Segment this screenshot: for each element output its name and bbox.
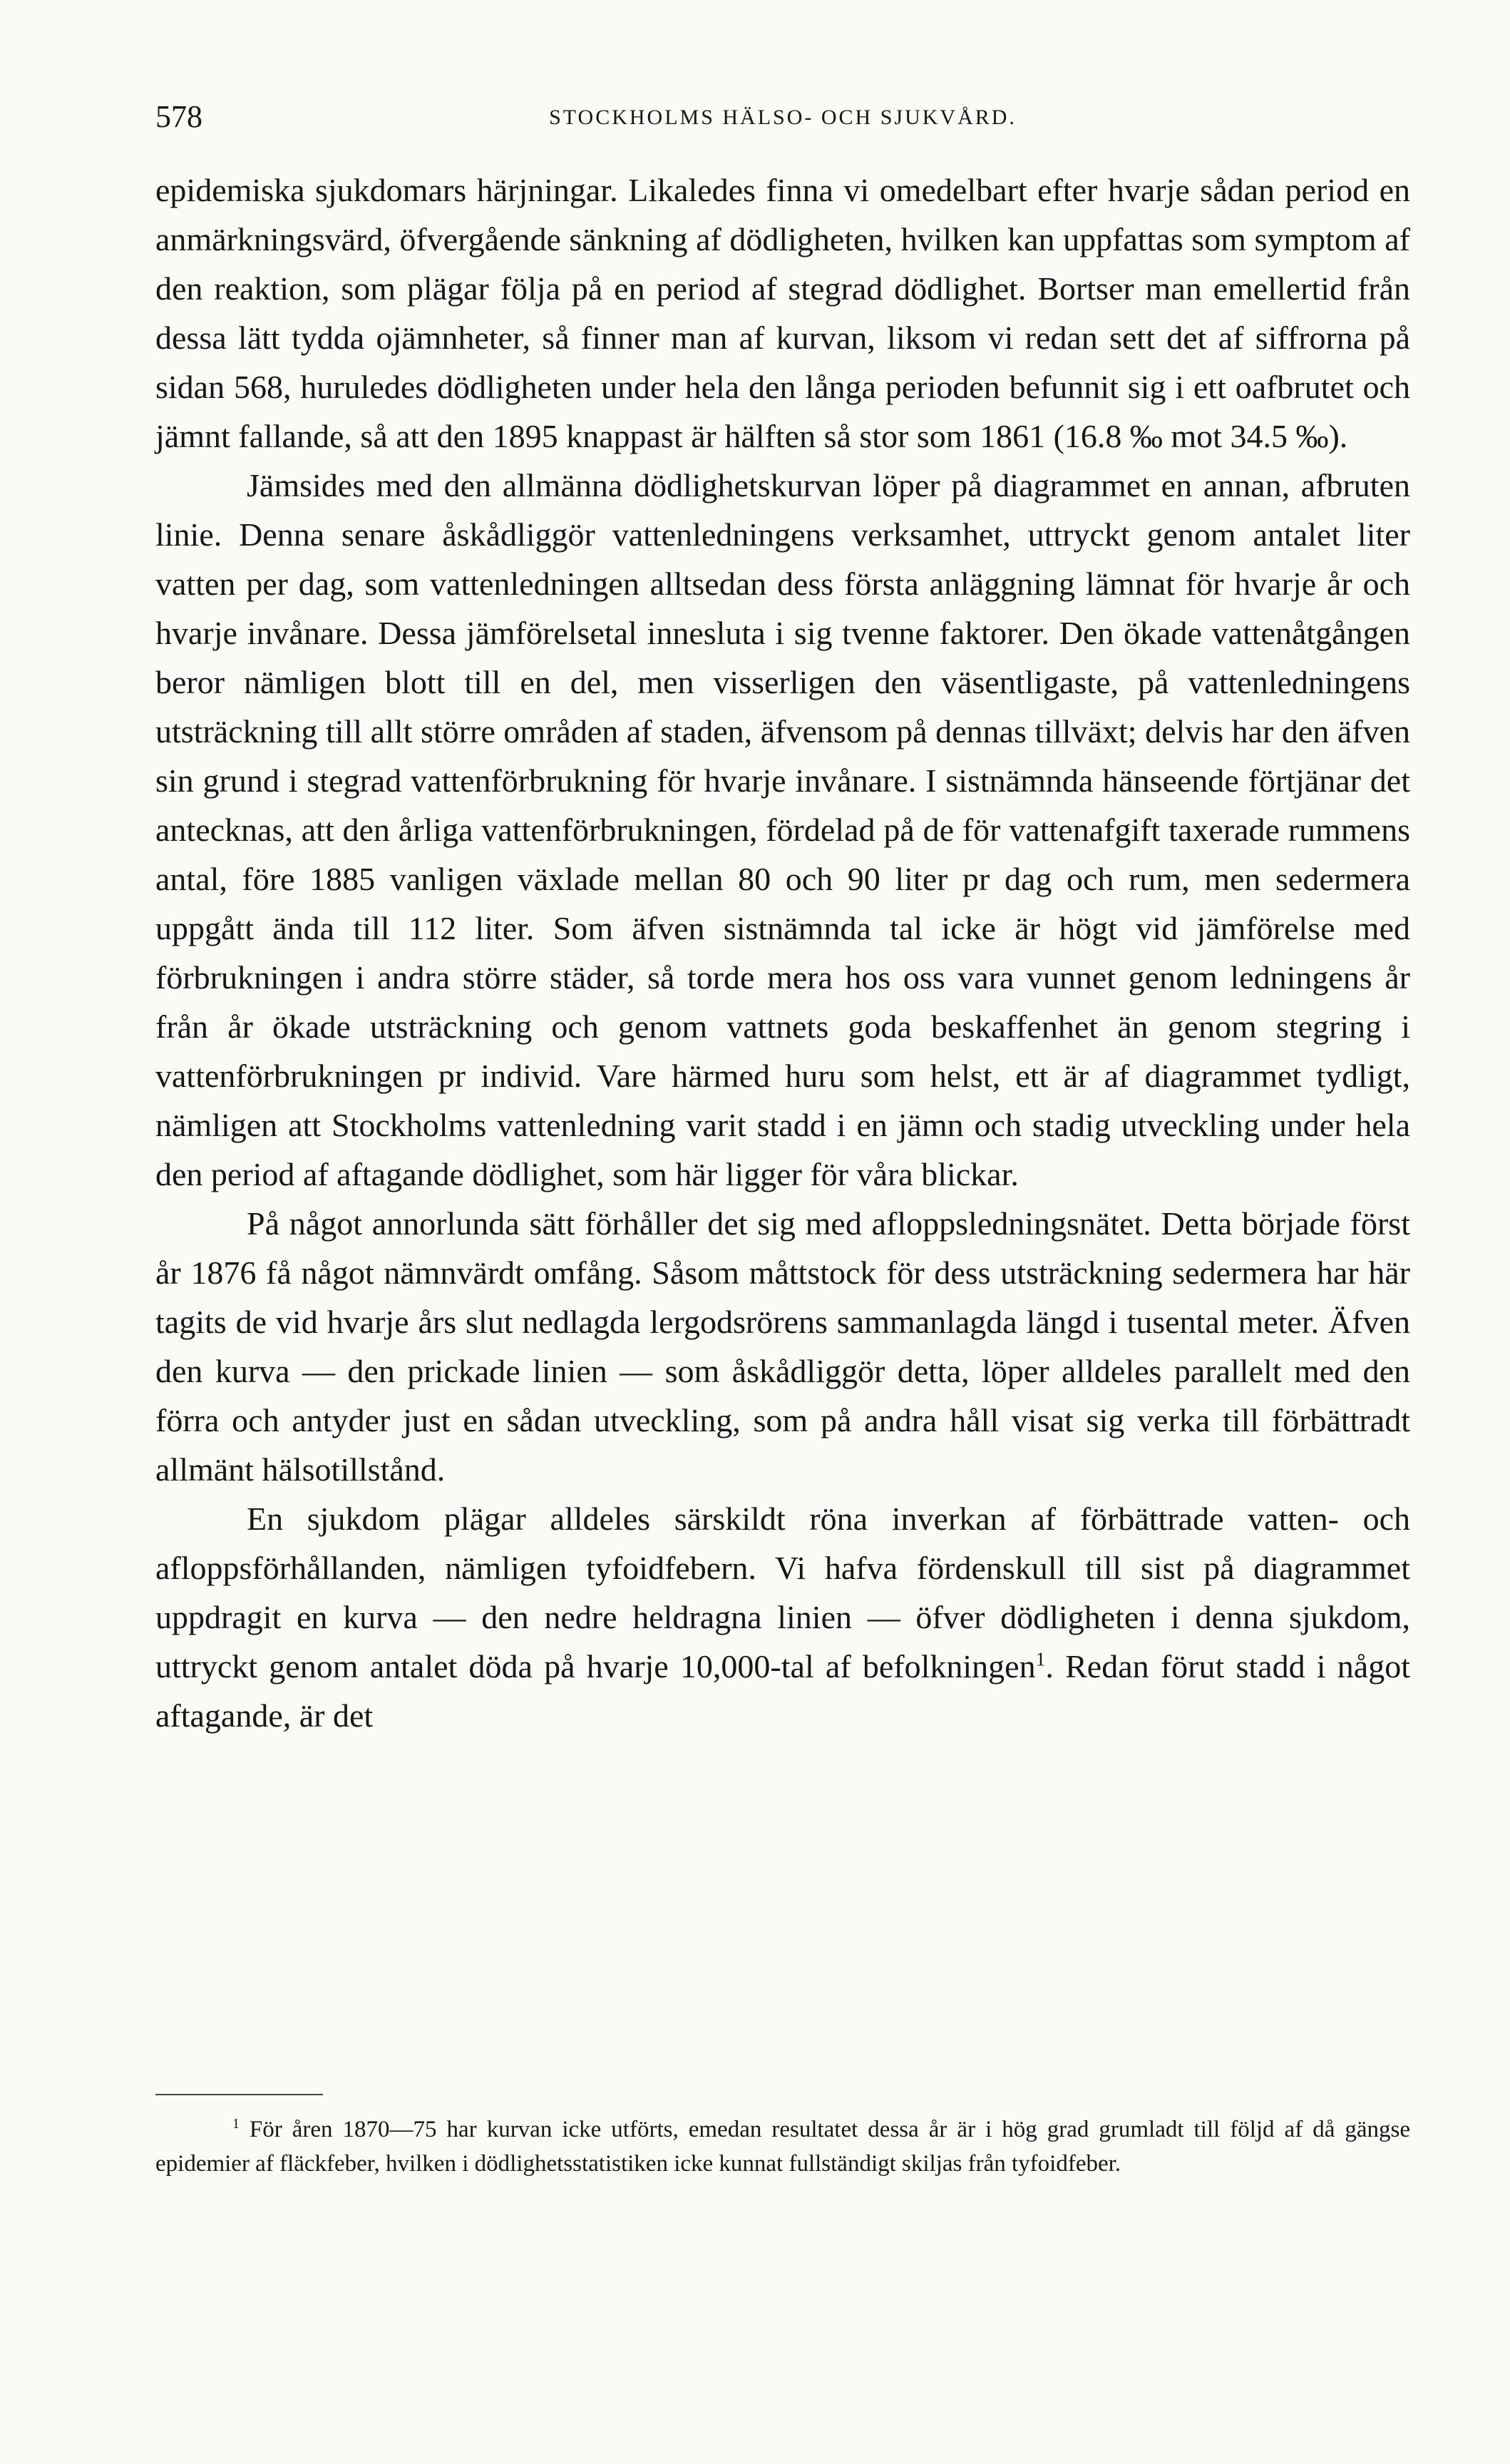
paragraph-4: En sjukdom plägar alldeles särskildt röna inverkan af förbättrade vatten- och afloppsförhållanden, nämligen tyfoidfebern. Vi hafva fördenskull till sist på diagrammet uppdragit en kurva — den nedre heldragna linien — öfver dödligheten i denna sjukdom, uttryckt genom antalet döda på hvarje 10,000-tal af befolkningen$^1$. Redan förut stadd i något aftagande, är det [155,1501,1410,1734]
paragraph-1: epidemiska sjukdomars härjningar. Likaledes finna vi omedelbart efter hvarje sådan period en anmärkningsvärd, öfvergående sänkning af dödligheten, hvilken kan uppfattas som symptom af den reaktion, som plägar följa på en period af stegrad dödlighet. Bortser man emellertid från dessa lätt tydda ojämnheter, så finner man af kurvan, liksom vi redan sett det af siffrorna på sidan 568, huruledes dödligheten under hela den långa perioden befunnit sig i ett oafbrutet och jämnt fallande, så att den 1895 knappast är hälften så stor som 1861 (16.8 ‰ mot 34.5 ‰). [155,172,1410,454]
footnote-text: För åren 1870—75 har kurvan icke utförts, emedan resultatet dessa år är i hög grad grumladt till följd af då gängse epidemier af fläckfeber, hvilken i dödlighetsstatistiken icke kunnat fullständigt skiljas från tyfoidfeber. [155,2117,1410,2177]
paragraph-3: På något annorlunda sätt förhåller det sig med afloppsledningsnätet. Detta började först år 1876 få något nämnvärdt omfång. Såsom måttstock för dess utsträckning sedermera har här tagits de vid hvarje års slut nedlagda lergodsrörens sammanlagda längd i tusental meter. Äfven den kurva — den prickade linien — som åskådliggör detta, löper alldeles parallelt med den förra och antyder just en sådan utveckling, som på andra håll visat sig verka till förbättradt allmänt hälsotillstånd. [155,1205,1410,1488]
footnote-marker: 1 [232,2116,240,2132]
page-number: 578 [155,99,202,134]
page-header [155,98,1410,141]
body-text [155,165,1410,1740]
footnote-divider [155,2094,323,2095]
footnote [155,2112,1410,2181]
paragraph-4-text: En sjukdom plägar alldeles särskildt röna inverkan af förbättrade vatten- och afloppsförhållanden, nämligen tyfoidfebern. Vi hafva fördenskull till sist på diagrammet uppdragit en kurva — den nedre heldragna linien — öfver dödligheten i denna sjukdom, uttryckt genom antalet döda på hvarje 10,000-tal af befolkningen [155,1501,1410,1685]
paragraph-4-continuation: Redan förut stadd i något aftagande, är det [155,1648,1410,1734]
footnote-reference: 1 [1035,1647,1046,1670]
running-title: STOCKHOLMS HÄLSO- OCH SJUKVÅRD. [549,106,1017,129]
paragraph-2: Jämsides med den allmänna dödlighetskurvan löper på diagrammet en annan, afbruten linie. Denna senare åskådliggör vattenledningens verksamhet, uttryckt genom antalet liter vatten per dag, som vattenledningen alltsedan dess första anläggning lämnat för hvarje år och hvarje invånare. Dessa jämförelsetal innesluta i sig tvenne faktorer. Den ökade vattenåtgången beror nämligen blott till en del, men visserligen den väsentligaste, på vattenledningens utsträckning till allt större områden af staden, äfvensom på dennas tillväxt; delvis har den äfven sin grund i stegrad vattenförbrukning för hvarje invånare. I sistnämnda hänseende förtjänar det antecknas, att den årliga vattenförbrukningen, fördelad på de för vattenafgift taxerade rummens antal, före 1885 vanligen växlade mellan 80 och 90 liter pr dag och rum, men sedermera uppgått ända till 112 liter. Som äfven sistnämnda tal icke är högt vid jämförelse med förbrukningen i andra större städer, så torde mera hos oss vara vunnet genom ledningens år från år ökade utsträckning och genom vattnets goda beskaffenhet än genom stegring i vattenförbrukningen pr individ. Vare härmed huru som helst, ett är af diagrammet tydligt, nämligen att Stockholms vattenledning varit stadd i en jämn och stadig utveckling under hela den period af aftagande dödlighet, som här ligger för våra blickar. [155,467,1410,1192]
